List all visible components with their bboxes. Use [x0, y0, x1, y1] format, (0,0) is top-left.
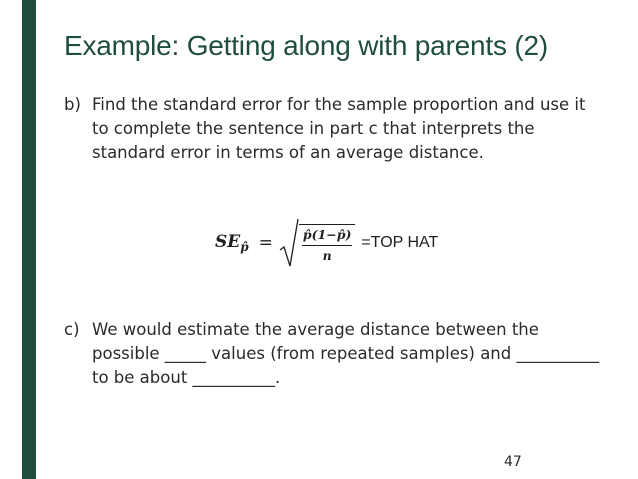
part-c-paragraph: [64, 318, 604, 390]
formula-equals: =: [258, 233, 273, 253]
formula-fraction: [299, 224, 355, 263]
part-c-marker: c): [64, 320, 80, 339]
part-b-marker: b): [64, 95, 81, 114]
part-b-paragraph: [64, 93, 604, 165]
square-root-icon: [279, 218, 299, 268]
formula-lhs-subscript: p̂: [240, 240, 249, 254]
page-number: 47: [504, 454, 522, 470]
slide-title: Example: Getting along with parents (2): [64, 30, 549, 61]
formula-denominator: n: [322, 248, 332, 263]
formula-numerator: p̂(1−p̂): [302, 227, 352, 246]
accent-bar: [22, 0, 36, 479]
formula-rhs: =TOP HAT: [361, 234, 439, 251]
part-c-text: We would estimate the average distance between the possible _____ values (from repeated samples) and __________ to be about __________.: [92, 320, 599, 387]
part-b-text: Find the standard error for the sample proportion and use it to complete the sentence in part c that interprets the standard error in terms of an average distance.: [92, 95, 586, 162]
standard-error-formula: [215, 218, 438, 268]
formula-lhs: $SE_{p̂}$: [215, 232, 249, 254]
